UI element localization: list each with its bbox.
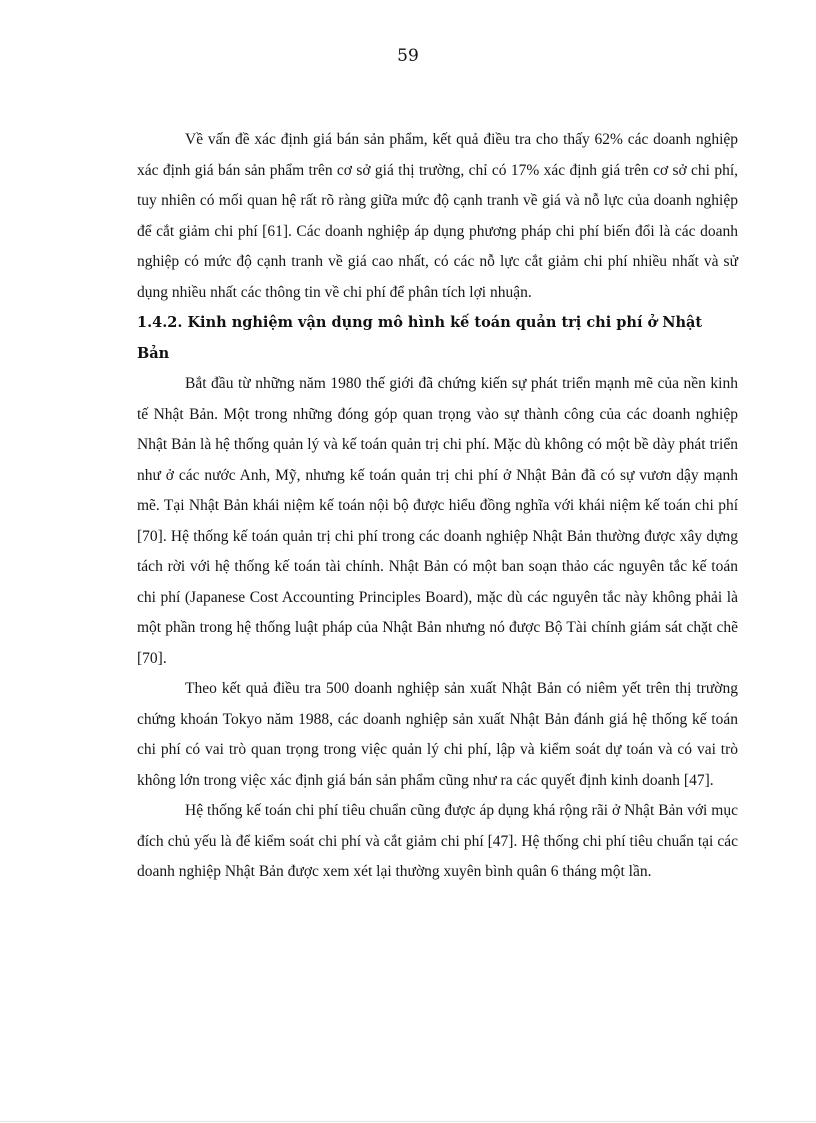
paragraph-survey-results: Theo kết quả điều tra 500 doanh nghiệp sản xuất Nhật Bản có niêm yết trên thị trường chứng khoán Tokyo năm 1988, các doanh nghiệp sản xuất Nhật Bản đánh giá hệ thống kế toán chi phí có vai trò quan trọng trong việc quản lý chi phí, lập và kiểm soát dự toán và có vai trò không lớn trong việc xác định giá bán sản phẩm cũng như ra các quyết định kinh doanh [47]. (137, 680, 738, 789)
paragraph-japan-overview: Bắt đầu từ những năm 1980 thế giới đã chứng kiến sự phát triển mạnh mẽ của nền kinh tế Nhật Bản. Một trong những đóng góp quan trọng vào sự thành công của các doanh nghiệp Nhật Bản là hệ thống quản lý và kế toán quản trị chi phí. Mặc dù không có một bề dày phát triển như ở các nước Anh, Mỹ, nhưng kế toán quản trị chi phí ở Nhật Bản đã có sự vươn dậy mạnh mẽ. Tại Nhật Bản khái niệm kế toán nội bộ được hiểu đồng nghĩa với khái niệm kế toán chi phí [70]. Hệ thống kế toán quản trị chi phí trong các doanh nghiệp Nhật Bản thường được xây dựng tách rời với hệ thống kế toán tài chính. Nhật Bản có một ban soạn thảo các nguyên tắc kế toán chi phí (Japanese Cost Accounting Principles Board), mặc dù các nguyên tắc này không phải là một phần trong hệ thống luật pháp của Nhật Bản nhưng nó được Bộ Tài chính giám sát chặt chẽ [70]. (137, 375, 738, 667)
paragraph-pricing: Về vấn đề xác định giá bán sản phẩm, kết quả điều tra cho thấy 62% các doanh nghiệp xác định giá bán sản phẩm trên cơ sở giá thị trường, chỉ có 17% xác định giá trên cơ sở chi phí, tuy nhiên có mối quan hệ rất rõ ràng giữa mức độ cạnh tranh về giá và nỗ lực của doanh nghiệp để cắt giảm chi phí [61]. Các doanh nghiệp áp dụng phương pháp chi phí biến đổi là các doanh nghiệp có mức độ cạnh tranh về giá cao nhất, có các nỗ lực cắt giảm chi phí nhiều nhất và sử dụng nhiều nhất các thông tin về chi phí để phân tích lợi nhuận. (137, 131, 738, 301)
section-heading: 1.4.2. Kinh nghiệm vận dụng mô hình kế toán quản trị chi phí ở Nhật Bản (137, 314, 703, 362)
paragraph-standard-costing: Hệ thống kế toán chi phí tiêu chuẩn cũng được áp dụng khá rộng rãi ở Nhật Bản với mục đích chủ yếu là để kiểm soát chi phí và cắt giảm chi phí [47]. Hệ thống chi phí tiêu chuẩn tại các doanh nghiệp Nhật Bản được xem xét lại thường xuyên bình quân 6 tháng một lần. (137, 802, 738, 880)
page-body (137, 125, 738, 888)
page-bottom-divider (0, 1121, 816, 1122)
page-number: 59 (397, 46, 419, 66)
